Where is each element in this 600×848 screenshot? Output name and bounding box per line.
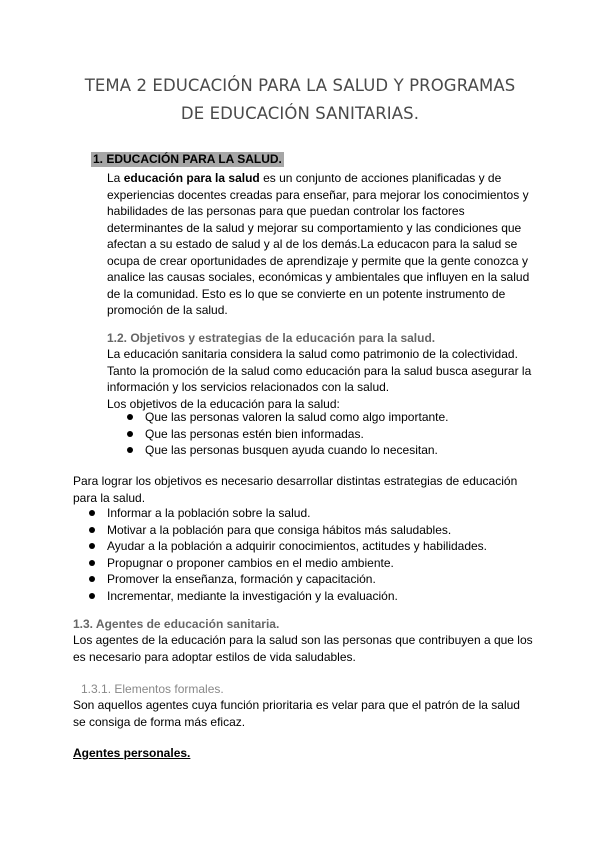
section-1-2-body: La educación sanitaria considera la salud como patrimonio de la colectividad. Tanto la promoción de la salud como educación para la salud busca asegurar la información y los servicios relacionados con la salud. <box>107 347 532 394</box>
list-item <box>107 555 487 572</box>
agentes-personales-heading: Agentes personales. <box>73 746 191 760</box>
section-1-3-paragraph: Los agentes de la educación para la salud son las personas que contribuyen a que los es necesario para adoptar estilos de vida saludables. <box>73 633 533 664</box>
list-item <box>107 571 487 588</box>
section-1-2-heading: 1.2. Objetivos y estrategias de la educación para la salud. <box>107 331 436 345</box>
strategies-intro: Para lograr los objetivos es necesario desarrollar distintas estrategias de educación para la salud. <box>73 474 518 505</box>
strategy-text: Ayudar a la población a adquirir conocimientos, actitudes y habilidades. <box>107 539 488 553</box>
list-item <box>145 442 449 459</box>
intro-body-text: es un conjunto de acciones planificadas y de experiencias docentes creadas para enseñar, para mejorar los conocimientos y habilidades de las personas para que puedan controlar los factores determinantes de la salud y mejorar su comportamiento y las condiciones que afectan a su estado de salud y al de los demás.La educacon para la salud se ocupa de crear oportunidades de aprendizaje y permite que la gente conozca y analice las causas sociales, económicas y ambientales que influyen en la salud de la comunidad. Esto es lo que se convierte en un potente instrumento de promoción de la salud. <box>107 171 530 317</box>
list-item <box>107 538 487 555</box>
strategy-text: Incrementar, mediante la investigación y la evaluación. <box>107 588 398 603</box>
list-item <box>145 409 449 426</box>
objectives-intro: Los objetivos de la educación para la salud: <box>107 396 340 411</box>
list-item <box>107 522 487 539</box>
bullet-icon <box>127 414 133 420</box>
section-1-heading: 1. EDUCACIÓN PARA LA SALUD. <box>93 152 282 166</box>
strategy-text: Informar a la población sobre la salud. <box>107 506 311 520</box>
strategy-text: Promover la enseñanza, formación y capacitación. <box>107 572 376 586</box>
section-1-intro-paragraph <box>107 170 531 319</box>
section-1-2-paragraph <box>107 346 537 412</box>
bullet-icon <box>89 576 95 582</box>
strategy-text: Propugnar o proponer cambios en el medio ambiente. <box>107 555 394 570</box>
section-1-3-heading: 1.3. Agentes de educación sanitaria. <box>73 617 280 631</box>
bullet-icon <box>89 560 95 566</box>
objective-text: Que las personas valoren la salud como algo importante. <box>145 410 449 424</box>
bullet-icon <box>89 510 95 516</box>
bullet-icon <box>89 527 95 533</box>
bullet-icon <box>89 543 95 549</box>
section-1-3-1-heading: 1.3.1. Elementos formales. <box>81 682 224 696</box>
intro-bold-term: educación para la salud <box>123 171 260 185</box>
intro-lead-text: La <box>107 171 124 185</box>
document-title-line-2: DE EDUCACIÓN SANITARIAS. <box>180 104 420 123</box>
objective-text: Que las personas busquen ayuda cuando lo necesitan. <box>145 443 438 457</box>
objective-text: Que las personas estén bien informadas. <box>145 426 364 441</box>
objectives-list <box>145 409 449 459</box>
list-item <box>107 588 487 605</box>
document-title-line-1: TEMA 2 EDUCACIÓN PARA LA SALUD Y PROGRAMAS <box>84 76 516 95</box>
bullet-icon <box>127 431 133 437</box>
list-item <box>145 426 449 443</box>
section-1-3-1-paragraph: Son aquellos agentes cuya función prioritaria es velar para que el patrón de la salud se consiga de forma más eficaz. <box>73 698 520 729</box>
strategies-list <box>107 505 487 604</box>
strategy-text: Motivar a la población para que consiga hábitos más saludables. <box>107 522 452 537</box>
bullet-icon <box>127 447 133 453</box>
bullet-icon <box>89 593 95 599</box>
list-item <box>107 505 487 522</box>
